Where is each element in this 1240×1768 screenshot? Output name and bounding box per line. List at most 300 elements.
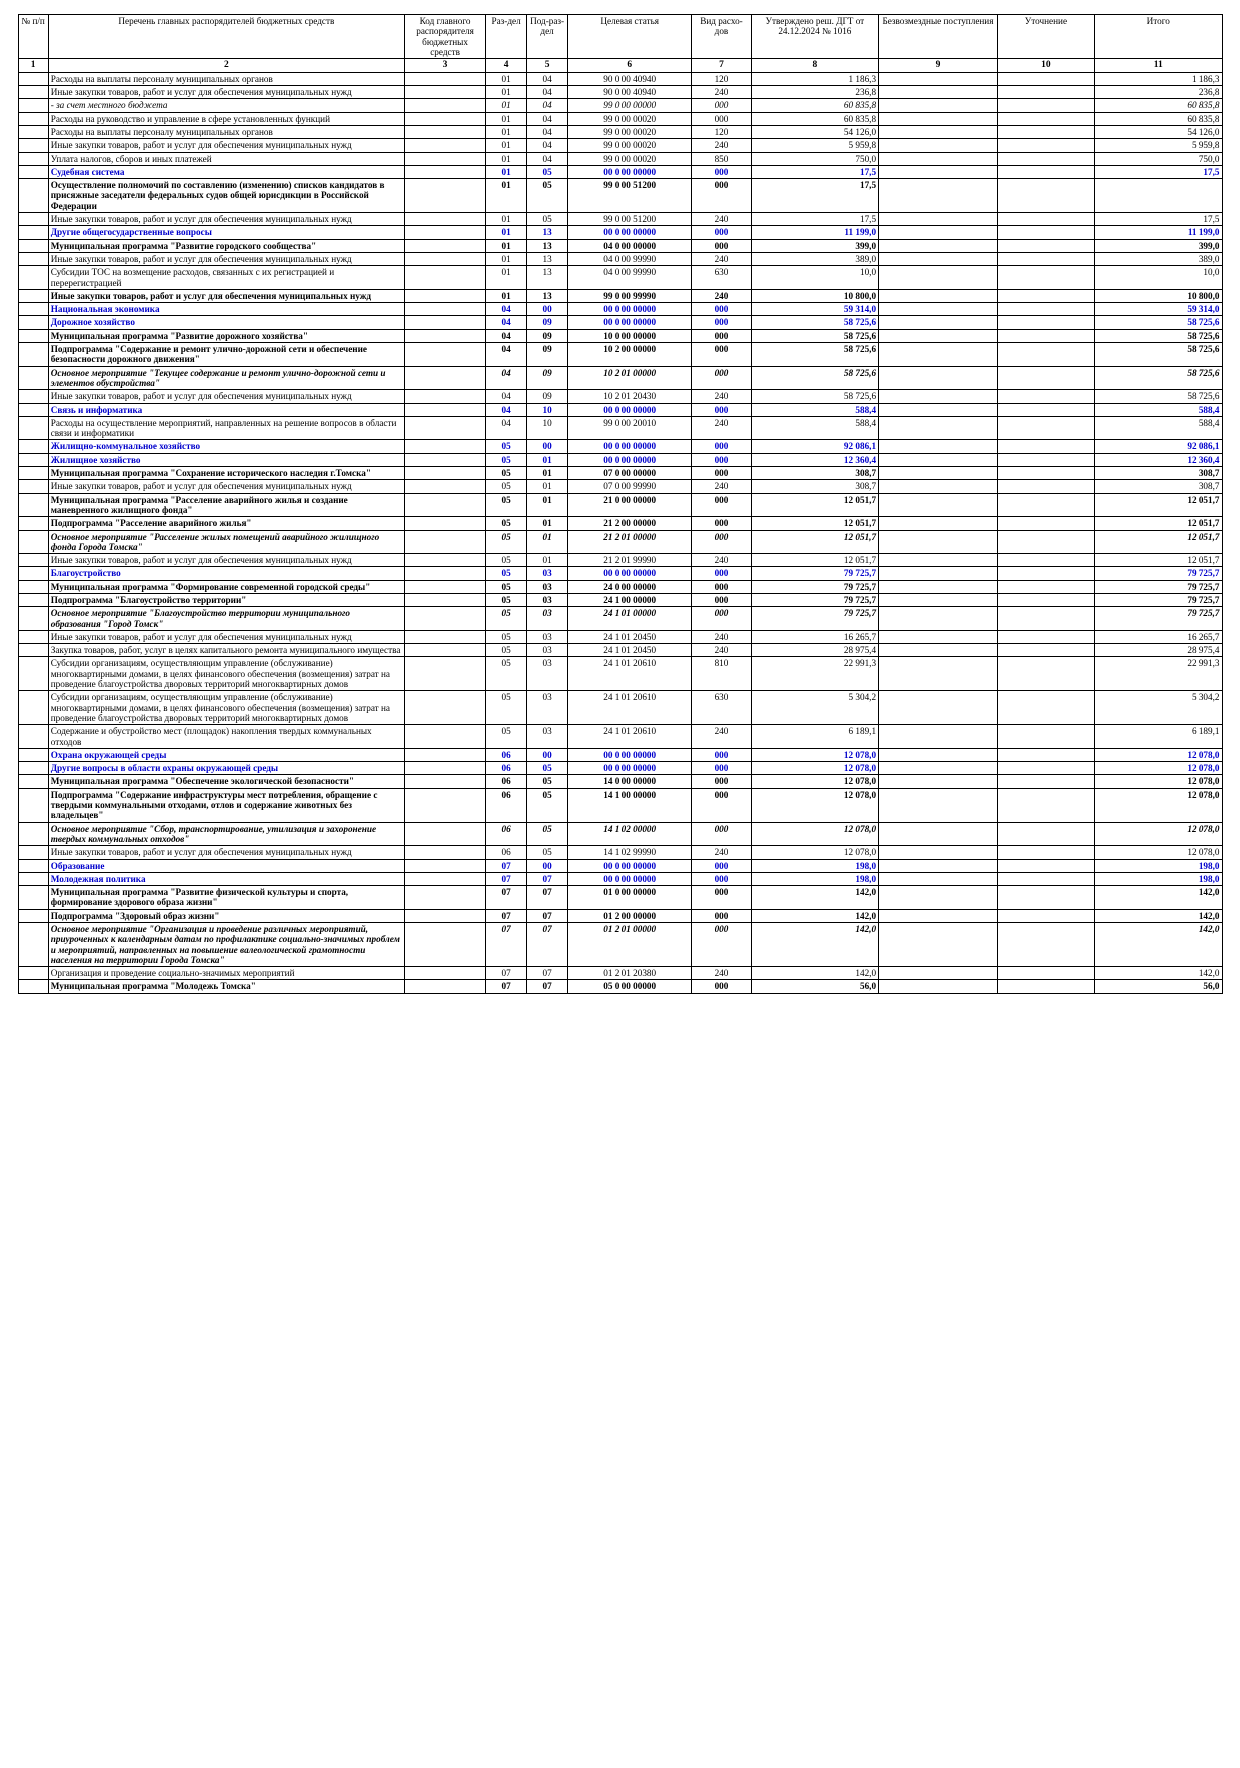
cell-total: 12 078,0 — [1095, 788, 1223, 822]
cell-total: 5 304,2 — [1095, 691, 1223, 725]
cell-vid-rashodov: 000 — [692, 822, 751, 846]
cell-update — [997, 980, 1094, 993]
colnum-5: 5 — [527, 59, 568, 73]
cell-gr-code — [405, 390, 486, 403]
colnum-2: 2 — [48, 59, 404, 73]
cell-vid-rashodov: 000 — [692, 923, 751, 967]
table-header — [18, 15, 1222, 73]
cell-podrazdel: 05 — [527, 846, 568, 859]
cell-total: 12 051,7 — [1095, 493, 1223, 517]
cell-approved: 308,7 — [751, 480, 878, 493]
cell-vid-rashodov: 810 — [692, 657, 751, 691]
cell-podrazdel: 01 — [527, 554, 568, 567]
table-row — [18, 762, 1222, 775]
cell-update — [997, 453, 1094, 466]
cell-vid-rashodov: 000 — [692, 775, 751, 788]
cell-celevaya-statya: 10 2 01 20430 — [568, 390, 692, 403]
cell-total: 12 078,0 — [1095, 846, 1223, 859]
cell-update — [997, 846, 1094, 859]
cell-approved: 12 078,0 — [751, 822, 878, 846]
cell-razdel: 01 — [486, 86, 527, 99]
cell-name: Уплата налогов, сборов и иных платежей — [48, 152, 404, 165]
cell-free-receipts — [879, 165, 998, 178]
cell-num — [18, 126, 48, 139]
cell-free-receipts — [879, 239, 998, 252]
cell-podrazdel: 10 — [527, 416, 568, 440]
cell-vid-rashodov: 000 — [692, 316, 751, 329]
cell-razdel: 01 — [486, 112, 527, 125]
cell-vid-rashodov: 000 — [692, 329, 751, 342]
cell-razdel: 01 — [486, 72, 527, 85]
cell-free-receipts — [879, 859, 998, 872]
cell-update — [997, 86, 1094, 99]
cell-vid-rashodov: 000 — [692, 593, 751, 606]
cell-gr-code — [405, 72, 486, 85]
cell-update — [997, 126, 1094, 139]
table-row — [18, 980, 1222, 993]
cell-approved: 142,0 — [751, 923, 878, 967]
cell-update — [997, 480, 1094, 493]
cell-total: 92 086,1 — [1095, 440, 1223, 453]
cell-name: Муниципальная программа "Сохранение исторического наследия г.Томска" — [48, 467, 404, 480]
cell-razdel: 06 — [486, 775, 527, 788]
cell-update — [997, 467, 1094, 480]
cell-celevaya-statya: 01 2 01 20380 — [568, 967, 692, 980]
cell-total: 58 725,6 — [1095, 343, 1223, 367]
cell-name: Подпрограмма "Расселение аварийного жилья" — [48, 517, 404, 530]
cell-celevaya-statya: 00 0 00 00000 — [568, 165, 692, 178]
cell-total: 12 078,0 — [1095, 748, 1223, 761]
cell-free-receipts — [879, 416, 998, 440]
cell-name: Расходы на выплаты персоналу муниципальных органов — [48, 72, 404, 85]
cell-vid-rashodov: 850 — [692, 152, 751, 165]
cell-name: Иные закупки товаров, работ и услуг для обеспечения муниципальных нужд — [48, 139, 404, 152]
cell-razdel: 01 — [486, 152, 527, 165]
cell-total: 56,0 — [1095, 980, 1223, 993]
cell-free-receipts — [879, 748, 998, 761]
table-row — [18, 86, 1222, 99]
cell-name: Расходы на руководство и управление в сфере установленных функций — [48, 112, 404, 125]
table-row — [18, 179, 1222, 213]
cell-celevaya-statya: 00 0 00 00000 — [568, 762, 692, 775]
cell-name: Муниципальная программа "Обеспечение экологической безопасности" — [48, 775, 404, 788]
cell-free-receipts — [879, 909, 998, 922]
cell-name: Субсидии организациям, осуществляющим управление (обслуживание) многоквартирными домами, в целях финансового обеспечения (возмещения) затрат на проведение благоустройства дворовых территорий многоквартирных домов — [48, 657, 404, 691]
cell-approved: 12 051,7 — [751, 554, 878, 567]
cell-podrazdel: 04 — [527, 72, 568, 85]
cell-update — [997, 607, 1094, 631]
cell-num — [18, 493, 48, 517]
cell-vid-rashodov: 000 — [692, 493, 751, 517]
cell-razdel: 06 — [486, 822, 527, 846]
cell-num — [18, 213, 48, 226]
cell-approved: 12 051,7 — [751, 530, 878, 554]
cell-podrazdel: 09 — [527, 329, 568, 342]
cell-gr-code — [405, 440, 486, 453]
cell-approved: 198,0 — [751, 872, 878, 885]
cell-gr-code — [405, 86, 486, 99]
cell-update — [997, 179, 1094, 213]
cell-update — [997, 886, 1094, 910]
cell-razdel: 07 — [486, 886, 527, 910]
table-row — [18, 607, 1222, 631]
cell-name: Жилищно-коммунальное хозяйство — [48, 440, 404, 453]
cell-podrazdel: 03 — [527, 607, 568, 631]
colnum-10: 10 — [997, 59, 1094, 73]
cell-gr-code — [405, 691, 486, 725]
col-header-celevaya-statya: Целевая статья — [568, 15, 692, 59]
cell-num — [18, 580, 48, 593]
table-row — [18, 967, 1222, 980]
cell-vid-rashodov: 240 — [692, 252, 751, 265]
cell-gr-code — [405, 725, 486, 749]
cell-total: 142,0 — [1095, 909, 1223, 922]
cell-podrazdel: 13 — [527, 252, 568, 265]
col-header-free-receipts: Безвозмездные поступления — [879, 15, 998, 59]
cell-free-receipts — [879, 872, 998, 885]
colnum-6: 6 — [568, 59, 692, 73]
cell-celevaya-statya: 24 1 01 20610 — [568, 725, 692, 749]
cell-num — [18, 390, 48, 403]
cell-podrazdel: 00 — [527, 859, 568, 872]
cell-free-receipts — [879, 580, 998, 593]
cell-name: Национальная экономика — [48, 303, 404, 316]
colnum-9: 9 — [879, 59, 998, 73]
cell-celevaya-statya: 90 0 00 40940 — [568, 72, 692, 85]
table-row — [18, 467, 1222, 480]
cell-name: Муниципальная программа "Развитие городского сообщества" — [48, 239, 404, 252]
cell-name: Иные закупки товаров, работ и услуг для обеспечения муниципальных нужд — [48, 289, 404, 302]
cell-podrazdel: 03 — [527, 657, 568, 691]
cell-podrazdel: 03 — [527, 567, 568, 580]
cell-free-receipts — [879, 289, 998, 302]
cell-celevaya-statya: 00 0 00 00000 — [568, 872, 692, 885]
cell-total: 588,4 — [1095, 403, 1223, 416]
cell-podrazdel: 09 — [527, 316, 568, 329]
cell-vid-rashodov: 000 — [692, 859, 751, 872]
cell-free-receipts — [879, 266, 998, 290]
cell-name: Охрана окружающей среды — [48, 748, 404, 761]
cell-free-receipts — [879, 493, 998, 517]
cell-celevaya-statya: 00 0 00 00000 — [568, 859, 692, 872]
cell-update — [997, 967, 1094, 980]
cell-approved: 11 199,0 — [751, 226, 878, 239]
cell-gr-code — [405, 453, 486, 466]
cell-celevaya-statya: 21 0 00 00000 — [568, 493, 692, 517]
cell-name: Муниципальная программа "Молодежь Томска" — [48, 980, 404, 993]
cell-approved: 79 725,7 — [751, 607, 878, 631]
cell-gr-code — [405, 859, 486, 872]
cell-approved: 588,4 — [751, 416, 878, 440]
table-row — [18, 691, 1222, 725]
cell-approved: 60 835,8 — [751, 99, 878, 112]
cell-gr-code — [405, 179, 486, 213]
cell-razdel: 06 — [486, 788, 527, 822]
cell-razdel: 04 — [486, 416, 527, 440]
cell-update — [997, 239, 1094, 252]
cell-free-receipts — [879, 453, 998, 466]
table-row — [18, 554, 1222, 567]
cell-podrazdel: 01 — [527, 530, 568, 554]
cell-podrazdel: 04 — [527, 126, 568, 139]
cell-total: 58 725,6 — [1095, 329, 1223, 342]
col-header-razdel: Раз-дел — [486, 15, 527, 59]
cell-num — [18, 179, 48, 213]
cell-vid-rashodov: 000 — [692, 165, 751, 178]
cell-podrazdel: 09 — [527, 366, 568, 390]
table-row — [18, 872, 1222, 885]
table-row — [18, 630, 1222, 643]
cell-celevaya-statya: 07 0 00 00000 — [568, 467, 692, 480]
cell-celevaya-statya: 04 0 00 99990 — [568, 266, 692, 290]
cell-celevaya-statya: 24 1 01 00000 — [568, 607, 692, 631]
cell-gr-code — [405, 213, 486, 226]
cell-num — [18, 266, 48, 290]
cell-razdel: 04 — [486, 329, 527, 342]
table-row — [18, 480, 1222, 493]
cell-vid-rashodov: 240 — [692, 416, 751, 440]
cell-num — [18, 909, 48, 922]
cell-approved: 399,0 — [751, 239, 878, 252]
cell-num — [18, 329, 48, 342]
cell-podrazdel: 04 — [527, 139, 568, 152]
cell-celevaya-statya: 90 0 00 40940 — [568, 86, 692, 99]
table-row — [18, 644, 1222, 657]
cell-free-receipts — [879, 630, 998, 643]
cell-razdel: 05 — [486, 453, 527, 466]
cell-num — [18, 554, 48, 567]
cell-celevaya-statya: 99 0 00 20010 — [568, 416, 692, 440]
cell-num — [18, 152, 48, 165]
cell-vid-rashodov: 000 — [692, 886, 751, 910]
cell-celevaya-statya: 00 0 00 00000 — [568, 440, 692, 453]
cell-vid-rashodov: 240 — [692, 139, 751, 152]
cell-total: 58 725,6 — [1095, 390, 1223, 403]
cell-approved: 79 725,7 — [751, 580, 878, 593]
cell-podrazdel: 07 — [527, 967, 568, 980]
cell-gr-code — [405, 266, 486, 290]
cell-free-receipts — [879, 112, 998, 125]
cell-celevaya-statya: 00 0 00 00000 — [568, 303, 692, 316]
cell-approved: 1 186,3 — [751, 72, 878, 85]
cell-podrazdel: 13 — [527, 266, 568, 290]
cell-update — [997, 748, 1094, 761]
cell-name: Другие вопросы в области охраны окружающей среды — [48, 762, 404, 775]
cell-free-receipts — [879, 554, 998, 567]
table-row — [18, 657, 1222, 691]
cell-approved: 12 078,0 — [751, 748, 878, 761]
cell-podrazdel: 10 — [527, 403, 568, 416]
col-header-num: № п/п — [18, 15, 48, 59]
cell-vid-rashodov: 000 — [692, 748, 751, 761]
cell-approved: 58 725,6 — [751, 343, 878, 367]
cell-razdel: 01 — [486, 165, 527, 178]
cell-total: 6 189,1 — [1095, 725, 1223, 749]
cell-num — [18, 630, 48, 643]
cell-name: Иные закупки товаров, работ и услуг для обеспечения муниципальных нужд — [48, 480, 404, 493]
cell-podrazdel: 00 — [527, 303, 568, 316]
cell-name: Расходы на выплаты персоналу муниципальных органов — [48, 126, 404, 139]
cell-total: 198,0 — [1095, 872, 1223, 885]
cell-name: Жилищное хозяйство — [48, 453, 404, 466]
cell-free-receipts — [879, 126, 998, 139]
cell-vid-rashodov: 000 — [692, 788, 751, 822]
cell-approved: 6 189,1 — [751, 725, 878, 749]
cell-num — [18, 416, 48, 440]
cell-vid-rashodov: 000 — [692, 467, 751, 480]
cell-total: 58 725,6 — [1095, 366, 1223, 390]
cell-podrazdel: 09 — [527, 343, 568, 367]
cell-razdel: 05 — [486, 554, 527, 567]
cell-razdel: 04 — [486, 366, 527, 390]
cell-total: 142,0 — [1095, 923, 1223, 967]
cell-total: 399,0 — [1095, 239, 1223, 252]
cell-total: 79 725,7 — [1095, 607, 1223, 631]
cell-name: Связь и информатика — [48, 403, 404, 416]
cell-free-receipts — [879, 607, 998, 631]
cell-razdel: 05 — [486, 593, 527, 606]
cell-update — [997, 691, 1094, 725]
cell-razdel: 05 — [486, 607, 527, 631]
table-row — [18, 343, 1222, 367]
cell-num — [18, 980, 48, 993]
cell-num — [18, 691, 48, 725]
cell-vid-rashodov: 240 — [692, 554, 751, 567]
cell-approved: 22 991,3 — [751, 657, 878, 691]
cell-free-receipts — [879, 644, 998, 657]
cell-vid-rashodov: 240 — [692, 213, 751, 226]
table-row — [18, 139, 1222, 152]
cell-celevaya-statya: 99 0 00 00020 — [568, 139, 692, 152]
cell-free-receipts — [879, 691, 998, 725]
cell-approved: 750,0 — [751, 152, 878, 165]
cell-num — [18, 775, 48, 788]
cell-celevaya-statya: 14 1 02 99990 — [568, 846, 692, 859]
cell-free-receipts — [879, 762, 998, 775]
cell-update — [997, 289, 1094, 302]
cell-free-receipts — [879, 86, 998, 99]
cell-celevaya-statya: 04 0 00 99990 — [568, 252, 692, 265]
colnum-4: 4 — [486, 59, 527, 73]
cell-celevaya-statya: 07 0 00 99990 — [568, 480, 692, 493]
cell-total: 12 051,7 — [1095, 554, 1223, 567]
cell-approved: 54 126,0 — [751, 126, 878, 139]
cell-podrazdel: 05 — [527, 822, 568, 846]
cell-celevaya-statya: 10 0 00 00000 — [568, 329, 692, 342]
cell-celevaya-statya: 99 0 00 00020 — [568, 126, 692, 139]
cell-num — [18, 872, 48, 885]
cell-total: 22 991,3 — [1095, 657, 1223, 691]
cell-vid-rashodov: 000 — [692, 99, 751, 112]
cell-free-receipts — [879, 517, 998, 530]
cell-razdel: 01 — [486, 239, 527, 252]
cell-name: Подпрограмма "Содержание и ремонт улично-дорожной сети и обеспечение безопасности дорожного движения" — [48, 343, 404, 367]
cell-celevaya-statya: 24 1 00 00000 — [568, 593, 692, 606]
cell-total: 54 126,0 — [1095, 126, 1223, 139]
cell-celevaya-statya: 10 2 00 00000 — [568, 343, 692, 367]
cell-vid-rashodov: 000 — [692, 580, 751, 593]
cell-razdel: 05 — [486, 517, 527, 530]
cell-num — [18, 440, 48, 453]
table-row — [18, 112, 1222, 125]
table-row — [18, 390, 1222, 403]
cell-celevaya-statya: 24 1 01 20610 — [568, 657, 692, 691]
cell-gr-code — [405, 630, 486, 643]
cell-razdel: 07 — [486, 980, 527, 993]
cell-approved: 10 800,0 — [751, 289, 878, 302]
cell-approved: 79 725,7 — [751, 567, 878, 580]
cell-update — [997, 152, 1094, 165]
cell-gr-code — [405, 886, 486, 910]
cell-update — [997, 316, 1094, 329]
cell-gr-code — [405, 112, 486, 125]
table-row — [18, 72, 1222, 85]
cell-name: Благоустройство — [48, 567, 404, 580]
cell-num — [18, 343, 48, 367]
cell-num — [18, 139, 48, 152]
cell-vid-rashodov: 000 — [692, 366, 751, 390]
cell-razdel: 07 — [486, 872, 527, 885]
cell-gr-code — [405, 467, 486, 480]
colnum-11: 11 — [1095, 59, 1223, 73]
cell-num — [18, 366, 48, 390]
cell-approved: 58 725,6 — [751, 390, 878, 403]
cell-razdel: 01 — [486, 252, 527, 265]
cell-name: Муниципальная программа "Развитие дорожного хозяйства" — [48, 329, 404, 342]
cell-num — [18, 112, 48, 125]
cell-name: Основное мероприятие "Благоустройство территории муниципального образования "Город Томск" — [48, 607, 404, 631]
cell-vid-rashodov: 000 — [692, 179, 751, 213]
cell-num — [18, 748, 48, 761]
cell-total: 58 725,6 — [1095, 316, 1223, 329]
cell-update — [997, 440, 1094, 453]
cell-num — [18, 99, 48, 112]
cell-celevaya-statya: 00 0 00 00000 — [568, 316, 692, 329]
cell-podrazdel: 05 — [527, 775, 568, 788]
cell-vid-rashodov: 000 — [692, 909, 751, 922]
colnum-1: 1 — [18, 59, 48, 73]
cell-update — [997, 165, 1094, 178]
cell-num — [18, 289, 48, 302]
cell-update — [997, 266, 1094, 290]
cell-podrazdel: 01 — [527, 480, 568, 493]
cell-vid-rashodov: 000 — [692, 440, 751, 453]
cell-podrazdel: 03 — [527, 630, 568, 643]
cell-free-receipts — [879, 329, 998, 342]
colnum-7: 7 — [692, 59, 751, 73]
table-row — [18, 152, 1222, 165]
cell-name: Иные закупки товаров, работ и услуг для обеспечения муниципальных нужд — [48, 554, 404, 567]
cell-podrazdel: 01 — [527, 453, 568, 466]
cell-razdel: 04 — [486, 343, 527, 367]
cell-gr-code — [405, 909, 486, 922]
cell-approved: 5 304,2 — [751, 691, 878, 725]
cell-update — [997, 139, 1094, 152]
cell-podrazdel: 01 — [527, 517, 568, 530]
cell-gr-code — [405, 872, 486, 885]
cell-celevaya-statya: 24 1 01 20610 — [568, 691, 692, 725]
cell-total — [1095, 179, 1223, 213]
cell-num — [18, 72, 48, 85]
cell-approved: 58 725,6 — [751, 366, 878, 390]
cell-free-receipts — [879, 967, 998, 980]
cell-approved: 17,5 — [751, 179, 878, 213]
cell-name: Иные закупки товаров, работ и услуг для обеспечения муниципальных нужд — [48, 213, 404, 226]
cell-gr-code — [405, 343, 486, 367]
cell-approved: 308,7 — [751, 467, 878, 480]
cell-total: 5 959,8 — [1095, 139, 1223, 152]
cell-gr-code — [405, 165, 486, 178]
